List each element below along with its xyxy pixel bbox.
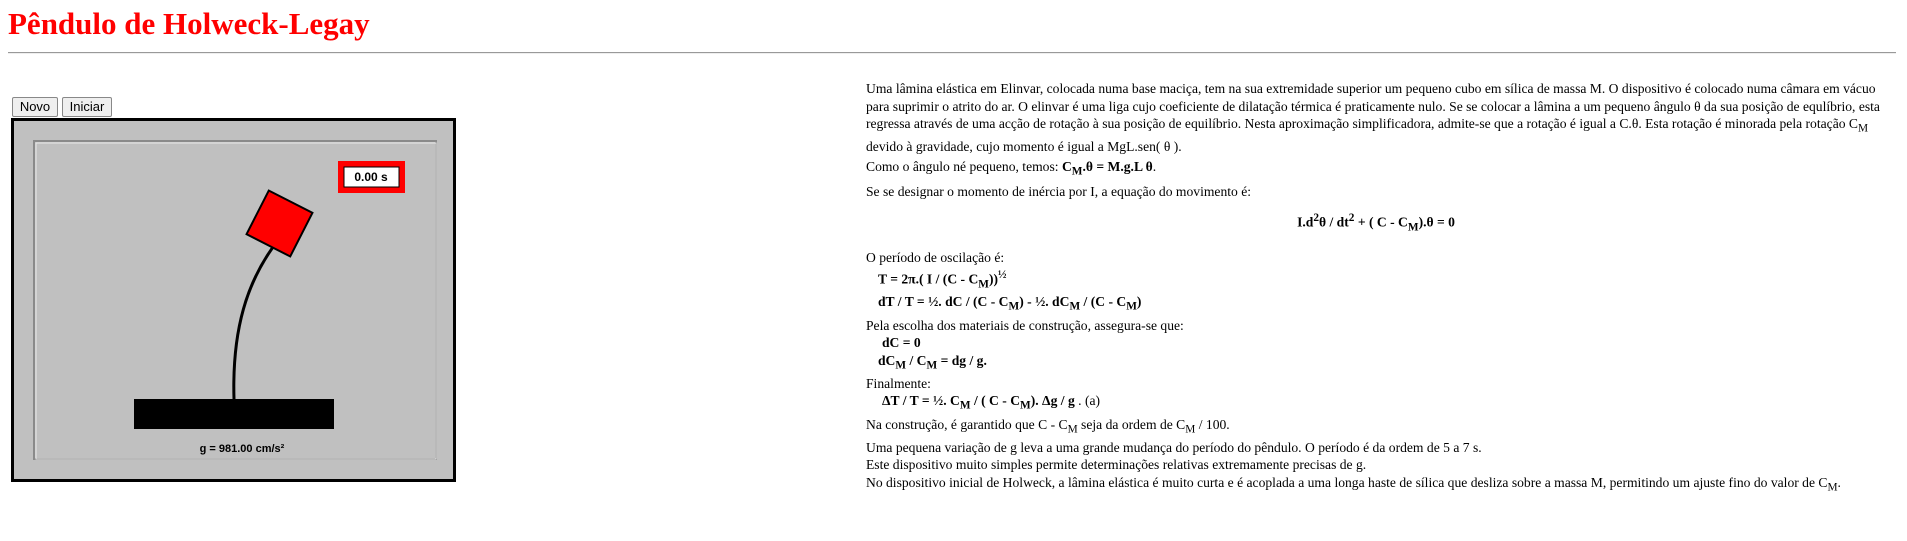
subscript: M — [1069, 301, 1081, 314]
page-title: Pêndulo de Holweck-Legay — [8, 6, 370, 41]
text-span: ) — [1136, 294, 1142, 310]
superscript: 2 — [1348, 212, 1355, 225]
text-span: . — [1152, 158, 1157, 174]
text-span: + ( C - C — [1354, 214, 1408, 230]
text-span: dT / T = ½. dC / (C - C — [878, 294, 1009, 310]
gravity-label: g = 981.00 cm/s² — [199, 443, 285, 455]
paragraph-period: O período de oscilação é: — [866, 250, 1005, 266]
paragraph-finally: Finalmente: — [866, 375, 931, 391]
subscript: M — [1008, 301, 1020, 314]
subscript: M — [1126, 301, 1137, 314]
silica-mass — [247, 191, 313, 257]
simulation-canvas — [14, 121, 453, 479]
text-span: = dg / g. — [937, 352, 987, 368]
text-span: ).θ = 0 — [1418, 214, 1455, 230]
text-span: / (C - C — [1080, 294, 1127, 310]
text-span: T = 2π.( I / (C - C — [878, 271, 979, 287]
subscript: M — [1071, 165, 1083, 178]
paragraph-precision: Este dispositivo muito simples permite determinações relativas extremamente precisas de g. — [866, 457, 1367, 473]
subscript: M — [959, 400, 971, 413]
text-span: C — [1061, 158, 1072, 174]
elastic-blade — [234, 239, 279, 399]
text-span: Como o ângulo né pequeno, temos: — [866, 158, 1062, 174]
text-span: I.d — [1297, 214, 1314, 230]
paragraph-intro — [866, 80, 1886, 156]
text-span: devido à gravidade, cujo momento é igual a MgL.sen( θ ). — [866, 139, 1182, 155]
superscript: 2 — [1313, 212, 1319, 225]
subscript: M — [1020, 400, 1031, 413]
text-span: θ / dt — [1318, 214, 1349, 230]
subscript: M — [1067, 423, 1078, 436]
paragraph-construction — [866, 416, 1886, 439]
equation-differential — [866, 293, 1886, 316]
subscript: M — [895, 359, 907, 372]
text-span: / ( C - C — [970, 393, 1021, 409]
text-span: Uma lâmina elástica em Elinvar, colocada numa base maciça, tem na sua extremidade superior um pequeno cubo em sílica de massa M. O dispositivo é colocado numa câmara em vácuo para suprimir o atrito do ar. O elinvar é uma liga cujo coeficiente de dilatação térmica é praticamente nulo. Se se colocar a lâmina a um pequeno ângulo θ da sua posição de equlíbrio, esta regressa através de uma acção de rotação à sua posição de equilíbrio. Nesta aproximação simplificadora, admite-se que a rotação é igual a C.θ. Esta rotação é minorada pela rotação C — [866, 81, 1880, 131]
text-span: )) — [988, 271, 999, 287]
text-span: ) - ½. dC — [1019, 294, 1070, 310]
superscript: ½ — [998, 268, 1007, 281]
paragraph-variation: Uma pequena variação de g leva a uma grande mudança do período do pêndulo. O período é da ordem de 5 a 7 s. — [866, 439, 1482, 455]
title-divider — [8, 52, 1896, 54]
equation-motion — [866, 210, 1886, 237]
paragraph-materials: Pela escolha dos materiais de construção, assegura-se que: — [866, 317, 1184, 333]
pendulum-base — [134, 399, 334, 429]
timer-value: 0.00 s — [354, 170, 388, 184]
iniciar-button[interactable]: Iniciar — [62, 97, 112, 117]
subscript: M — [978, 277, 989, 290]
equation-dcm — [866, 352, 1886, 375]
equation-final — [866, 392, 1886, 415]
equation-period — [866, 267, 1886, 294]
subscript: M — [1827, 481, 1838, 494]
equation-label: . (a) — [1074, 393, 1101, 409]
text-span: ). Δg / g — [1030, 393, 1075, 409]
text-span: ΔT / T = ½. C — [882, 393, 960, 409]
novo-button[interactable]: Novo — [12, 97, 58, 117]
paragraph-small-angle — [866, 158, 1886, 181]
equation-dc: dC = 0 — [882, 335, 921, 351]
text-span: dC — [878, 352, 896, 368]
subscript: M — [1407, 221, 1419, 234]
text-span: / C — [906, 352, 927, 368]
text-span: .θ = M.g.L θ — [1082, 158, 1153, 174]
text-span: seja da ordem de C — [1077, 416, 1186, 432]
text-span: Na construção, é garantido que C - C — [866, 416, 1068, 432]
pendulum-simulation[interactable] — [11, 118, 456, 482]
text-span: / 100. — [1195, 416, 1230, 432]
subscript: M — [1185, 423, 1196, 436]
description-text — [866, 80, 1886, 497]
subscript: M — [926, 359, 938, 372]
text-span: No dispositivo inicial de Holweck, a lâmina elástica é muito curta e é acoplada a uma longa haste de sílica que desliza sobre a massa M, permitindo um ajuste fino do valor de C — [866, 474, 1828, 490]
timer-display — [338, 161, 405, 193]
paragraph-inertia: Se se designar o momento de inércia por I, a equação do movimento é: — [866, 183, 1252, 199]
subscript: M — [1858, 122, 1869, 135]
text-span: . — [1837, 474, 1841, 490]
paragraph-holweck — [866, 474, 1886, 497]
